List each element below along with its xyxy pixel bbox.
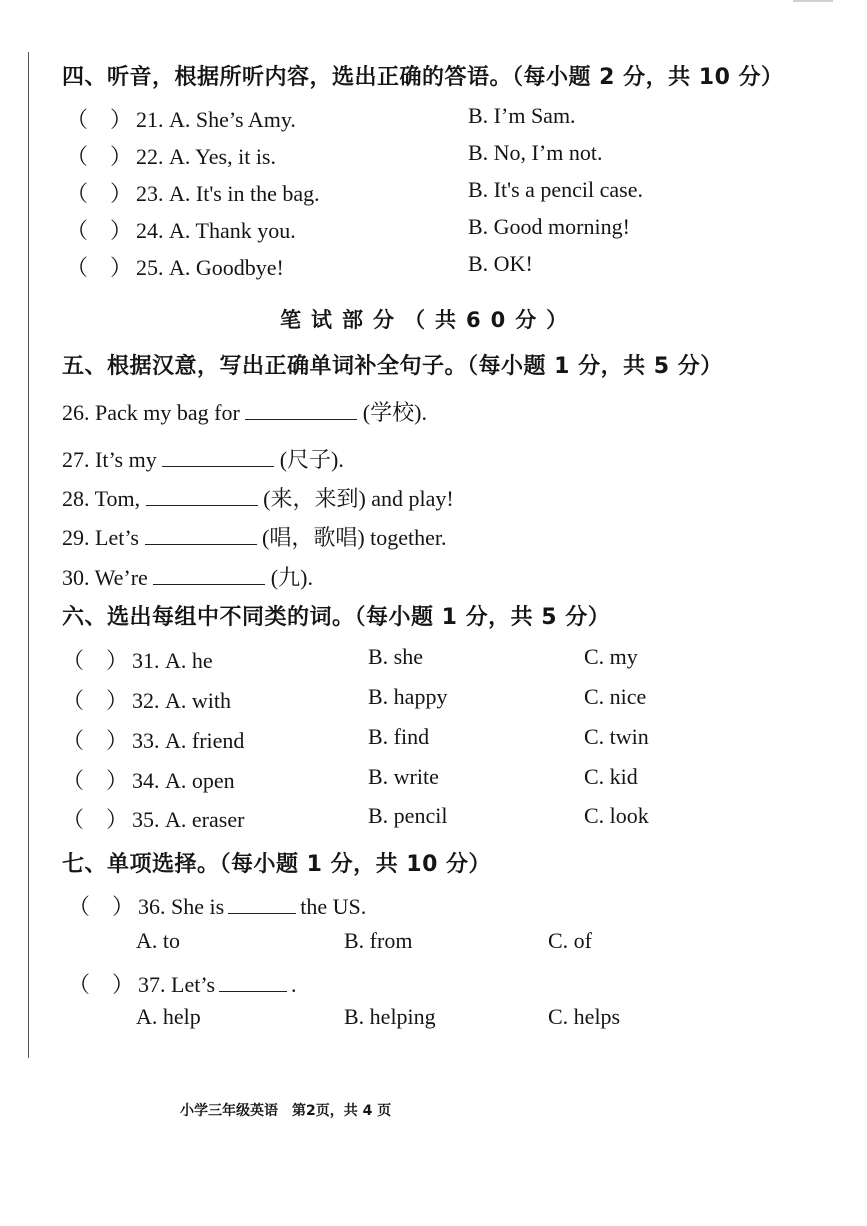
question-stem: 37. Let’s: [138, 972, 216, 997]
sentence-end: (尺子).: [279, 447, 344, 472]
option-b: B. OK!: [468, 251, 533, 276]
list-item: [62, 684, 231, 715]
section-6-title: 六、选出每组中不同类的词。（每小题 1 分，共 5 分）: [62, 605, 611, 630]
option-b: B. pencil: [368, 803, 448, 828]
fill-blank[interactable]: [153, 564, 265, 585]
question-stem-end: .: [291, 972, 297, 997]
fill-blank[interactable]: [245, 399, 357, 420]
list-item: [62, 724, 244, 755]
answer-paren[interactable]: （ ）: [62, 728, 129, 753]
fill-blank: [228, 893, 296, 914]
answer-paren[interactable]: （ ）: [68, 972, 135, 997]
sentence-start: 27. It’s my: [62, 447, 157, 472]
option-c: C. twin: [584, 724, 649, 749]
list-item: [66, 251, 284, 282]
option-c: C. look: [584, 803, 649, 828]
sentence-start: 29. Let’s: [62, 525, 139, 550]
answer-paren[interactable]: （ ）: [62, 648, 129, 673]
sentence-end: (学校).: [362, 400, 427, 425]
list-item: [66, 140, 276, 171]
option-b: B. find: [368, 724, 430, 749]
sentence-start: 30. We’re: [62, 565, 148, 590]
list-item: [66, 177, 320, 208]
option-a: 21. A. She’s Amy.: [136, 107, 296, 132]
answer-paren[interactable]: （ ）: [66, 144, 133, 169]
question-stem: 36. She is: [138, 894, 225, 919]
list-item: [68, 890, 366, 921]
option-b: B. write: [368, 764, 439, 789]
option-a: 31. A. he: [132, 648, 213, 673]
option-b: B. helping: [344, 1004, 436, 1029]
list-item: [66, 214, 296, 245]
option-a: 25. A. Goodbye!: [136, 255, 284, 280]
answer-paren[interactable]: （ ）: [68, 894, 135, 919]
sentence-end: (来，来到) and play!: [263, 486, 454, 511]
sentence-end: (唱，歌唱) together.: [262, 525, 447, 550]
option-a: 33. A. friend: [132, 728, 245, 753]
option-a: A. to: [136, 928, 180, 953]
scan-corner-mark: [793, 0, 833, 2]
option-b: B. I’m Sam.: [468, 103, 576, 128]
option-b: B. she: [368, 644, 423, 669]
option-a: 22. A. Yes, it is.: [136, 144, 276, 169]
option-b: B. No, I’m not.: [468, 140, 603, 165]
option-c: C. of: [548, 928, 592, 953]
answer-paren[interactable]: （ ）: [62, 768, 129, 793]
answer-paren[interactable]: （ ）: [62, 807, 129, 832]
option-c: C. helps: [548, 1004, 621, 1029]
option-a: 35. A. eraser: [132, 807, 245, 832]
list-item: [62, 443, 344, 474]
list-item: [62, 803, 244, 834]
fill-blank[interactable]: [145, 524, 257, 545]
page-footer: 小学三年级英语 第2页，共 4 页: [180, 1103, 392, 1119]
list-item: [62, 644, 213, 675]
option-a: 24. A. Thank you.: [136, 218, 296, 243]
section-7-title: 七、单项选择。（每小题 1 分，共 10 分）: [62, 852, 492, 877]
question-stem-end: the US.: [300, 894, 367, 919]
fill-blank[interactable]: [162, 446, 274, 467]
option-b: B. from: [344, 928, 413, 953]
answer-paren[interactable]: （ ）: [66, 181, 133, 206]
answer-paren[interactable]: （ ）: [66, 107, 133, 132]
written-part-title: 笔试部分（共60分）: [280, 308, 578, 332]
sentence-start: 26. Pack my bag for: [62, 400, 240, 425]
option-a: 23. A. It's in the bag.: [136, 181, 320, 206]
answer-paren[interactable]: （ ）: [66, 218, 133, 243]
list-item: [68, 968, 297, 999]
option-b: B. happy: [368, 684, 448, 709]
answer-paren[interactable]: （ ）: [62, 688, 129, 713]
list-item: [62, 482, 454, 513]
fill-blank: [219, 971, 287, 992]
list-item: [62, 561, 313, 592]
option-b: B. Good morning!: [468, 214, 630, 239]
sentence-end: (九).: [270, 565, 313, 590]
binding-margin-line: [28, 52, 29, 1058]
option-c: C. nice: [584, 684, 647, 709]
option-c: C. my: [584, 644, 638, 669]
section-4-title: 四、听音，根据所听内容，选出正确的答语。（每小题 2 分，共 10 分）: [62, 65, 784, 90]
option-c: C. kid: [584, 764, 638, 789]
fill-blank[interactable]: [146, 485, 258, 506]
section-5-title: 五、根据汉意，写出正确单词补全句子。（每小题 1 分，共 5 分）: [62, 354, 723, 379]
option-a: 34. A. open: [132, 768, 235, 793]
option-a: A. help: [136, 1004, 201, 1029]
option-a: 32. A. with: [132, 688, 232, 713]
list-item: [62, 396, 427, 427]
answer-paren[interactable]: （ ）: [66, 255, 133, 280]
list-item: [62, 764, 235, 795]
list-item: [66, 103, 296, 134]
list-item: [62, 521, 447, 552]
sentence-start: 28. Tom,: [62, 486, 141, 511]
option-b: B. It's a pencil case.: [468, 177, 644, 202]
